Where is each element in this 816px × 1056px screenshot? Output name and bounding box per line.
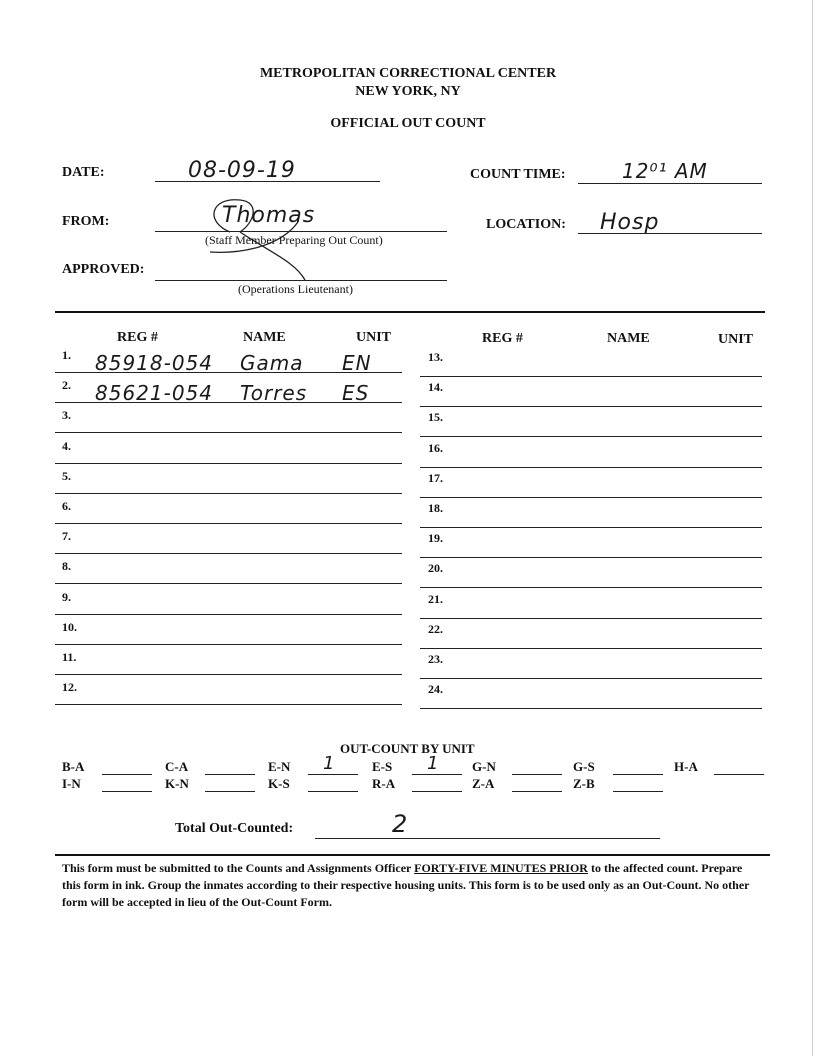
form-title: OFFICIAL OUT COUNT xyxy=(330,116,486,131)
unit-label-z-a: Z-A xyxy=(472,776,495,791)
count-time-line xyxy=(578,183,762,184)
total-value: 2 xyxy=(392,810,409,838)
right-row-number: 15. xyxy=(428,410,443,425)
unit-blank-line xyxy=(613,791,663,792)
unit-label-e-n: E-N xyxy=(268,759,291,774)
left-row-number: 1. xyxy=(62,348,71,362)
unit-count-title: OUT-COUNT BY UNIT xyxy=(340,741,475,756)
table-top-rule xyxy=(55,311,765,313)
from-line xyxy=(155,231,447,232)
right-row-line xyxy=(420,618,762,619)
unit-label-k-n: K-N xyxy=(165,776,189,791)
right-row-number: 21. xyxy=(428,591,443,606)
unit-label-g-s: G-S xyxy=(573,759,595,774)
right-row-line xyxy=(420,557,762,558)
unit-label-k-s: K-S xyxy=(268,776,290,791)
from-label: FROM: xyxy=(62,214,110,229)
from-caption: (Staff Member Preparing Out Count) xyxy=(205,233,383,247)
location-line xyxy=(578,233,762,234)
left-row-line xyxy=(55,372,402,373)
unit-blank-line xyxy=(512,791,562,792)
unit-blank-line xyxy=(308,774,358,775)
left-row-number: 2. xyxy=(62,378,71,393)
right-row-line xyxy=(420,527,762,528)
unit-blank-line xyxy=(205,791,255,792)
left-row-line xyxy=(55,493,402,494)
approved-caption: (Operations Lieutenant) xyxy=(238,282,353,296)
left-row-line xyxy=(55,674,402,675)
left-row-line xyxy=(55,704,402,705)
right-row-line xyxy=(420,406,762,407)
unit-blank-line xyxy=(412,774,462,775)
count-time-label: COUNT TIME: xyxy=(470,167,566,182)
left-row-name: Torres xyxy=(240,381,308,406)
instructions-emphasis: FORTY-FIVE MINUTES PRIOR xyxy=(414,861,588,875)
left-row-number: 4. xyxy=(62,438,71,453)
right-header-name: NAME xyxy=(607,331,650,346)
unit-value-e-n: 1 xyxy=(323,753,336,774)
org-city: NEW YORK, NY xyxy=(355,84,461,99)
unit-blank-line xyxy=(613,774,663,775)
left-row-number: 7. xyxy=(62,529,71,544)
left-row-number: 10. xyxy=(62,619,77,634)
left-row-line xyxy=(55,644,402,645)
unit-value-e-s: 1 xyxy=(427,753,440,774)
count-time-value: 12⁰¹ AM xyxy=(622,159,708,183)
approved-label: APPROVED: xyxy=(62,262,145,277)
unit-blank-line xyxy=(205,774,255,775)
unit-blank-line xyxy=(102,774,152,775)
org-title: METROPOLITAN CORRECTIONAL CENTER xyxy=(259,66,557,81)
unit-blank-line xyxy=(714,774,764,775)
instructions-pre: This form must be submitted to the Counts and Assignments Officer xyxy=(62,861,415,875)
unit-label-g-n: G-N xyxy=(472,759,496,774)
location-value: Hosp xyxy=(600,210,660,235)
from-signature: Thomas xyxy=(222,203,316,228)
right-row-line xyxy=(420,497,762,498)
left-header-name: NAME xyxy=(243,330,286,345)
left-row-number: 11. xyxy=(62,650,77,664)
footer-rule xyxy=(55,854,770,856)
left-row-number: 9. xyxy=(62,589,71,604)
date-value: 08-09-19 xyxy=(188,158,296,183)
date-label: DATE: xyxy=(62,165,105,180)
left-row-number: 12. xyxy=(62,680,77,695)
unit-label-e-s: E-S xyxy=(372,759,393,774)
left-header-reg: REG # xyxy=(117,330,158,345)
right-row-line xyxy=(420,678,762,679)
unit-blank-line xyxy=(308,791,358,792)
right-row-number: 23. xyxy=(428,652,443,666)
unit-blank-line xyxy=(412,791,462,792)
right-row-line xyxy=(420,648,762,649)
total-label: Total Out-Counted: xyxy=(175,821,294,836)
approved-line xyxy=(155,280,447,281)
unit-blank-line xyxy=(102,791,152,792)
date-line xyxy=(155,181,380,182)
right-row-number: 16. xyxy=(428,440,443,455)
unit-label-c-a: C-A xyxy=(165,759,189,774)
right-row-line xyxy=(420,587,762,588)
unit-label-b-a: B-A xyxy=(62,759,85,774)
left-row-line xyxy=(55,523,402,524)
left-row-line xyxy=(55,583,402,584)
left-row-reg: 85918-054 xyxy=(95,351,214,375)
left-row-unit: ES xyxy=(342,381,370,406)
right-row-number: 20. xyxy=(428,561,443,576)
left-row-line xyxy=(55,432,402,433)
left-row-number: 8. xyxy=(62,559,71,574)
total-line xyxy=(315,838,660,839)
left-row-line xyxy=(55,463,402,464)
right-header-reg: REG # xyxy=(482,331,523,346)
left-row-number: 6. xyxy=(62,499,71,513)
unit-label-i-n: I-N xyxy=(62,776,81,791)
right-row-line xyxy=(420,376,762,377)
left-header-unit: UNIT xyxy=(356,330,392,345)
left-row-line xyxy=(55,553,402,554)
left-row-line xyxy=(55,614,402,615)
right-row-line xyxy=(420,467,762,468)
unit-label-r-a: R-A xyxy=(372,776,396,791)
right-row-number: 13. xyxy=(428,350,443,364)
unit-label-z-b: Z-B xyxy=(573,776,595,791)
left-row-line xyxy=(55,402,402,403)
left-row-reg: 85621-054 xyxy=(95,381,214,406)
right-row-line xyxy=(420,436,762,437)
left-row-number: 5. xyxy=(62,468,71,483)
left-row-name: Gama xyxy=(240,351,304,375)
right-row-number: 14. xyxy=(428,380,443,395)
right-header-unit: UNIT xyxy=(718,332,754,347)
unit-label-h-a: H-A xyxy=(674,759,698,774)
left-row-unit: EN xyxy=(342,351,372,375)
right-row-number: 18. xyxy=(428,501,443,515)
right-row-number: 24. xyxy=(428,682,443,697)
left-row-number: 3. xyxy=(62,408,71,423)
right-row-line xyxy=(420,708,762,709)
instructions-post: to the affected count. Prepare this form in ink. Group the inmates according to their respective housing units. This form is to be used only as an Out-Count. No other form will be accepted in lieu of the Out-Count Form. xyxy=(62,861,750,909)
right-row-number: 22. xyxy=(428,621,443,636)
location-label: LOCATION: xyxy=(486,217,566,232)
unit-blank-line xyxy=(512,774,562,775)
instructions xyxy=(62,860,762,911)
right-row-number: 17. xyxy=(428,470,443,485)
right-row-number: 19. xyxy=(428,531,443,546)
scan-edge xyxy=(812,0,813,1056)
